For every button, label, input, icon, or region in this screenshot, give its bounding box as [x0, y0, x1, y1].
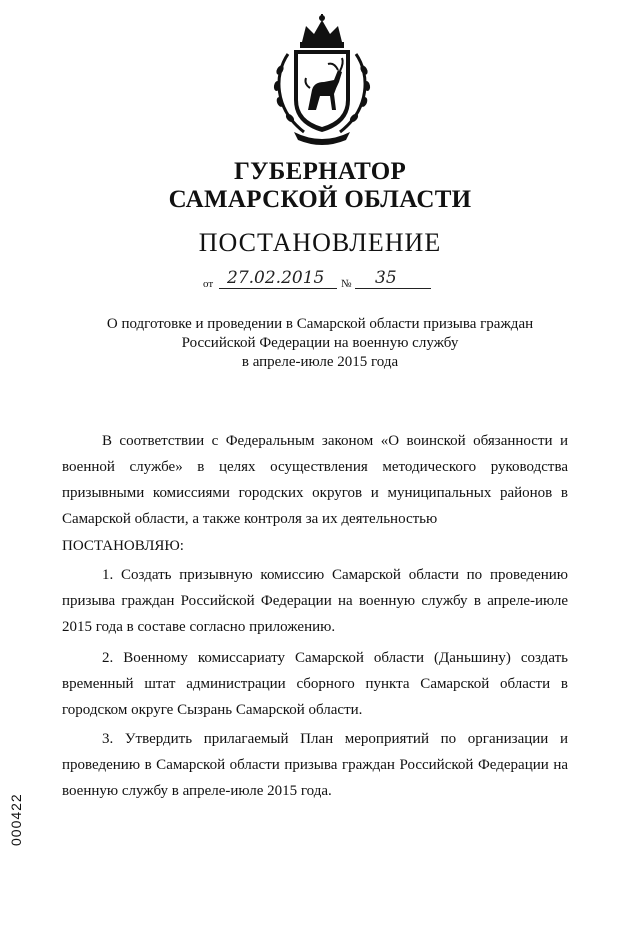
margin-serial-number: 000422	[8, 793, 24, 846]
number-prefix: №	[341, 278, 352, 290]
decree-item-2: 2. Военному комиссариату Самарской области (Даньшину) создать временный штат администрации сборного пункта Самарской области в городском округе Сызрань Самарской области.	[62, 650, 568, 718]
decree-item-1: 1. Создать призывную комиссию Самарской области по проведению призыва граждан Российской Федерации на военную службу в апреле-июле 2015 года в составе согласно приложению.	[62, 567, 568, 635]
authority-title-line1: ГУБЕРНАТОР	[233, 158, 407, 185]
subject-line: Российской Федерации на военную службу	[181, 335, 459, 351]
registration-line	[203, 270, 433, 294]
handwritten-number: 35	[375, 268, 397, 288]
number-underline	[355, 288, 431, 289]
handwritten-date: 27.02.2015	[227, 268, 325, 288]
subject-line: в апреле-июле 2015 года	[241, 354, 399, 370]
document-subject	[60, 315, 580, 372]
document-type-title: ПОСТАНОВЛЕНИЕ	[198, 228, 442, 257]
decree-item-3: 3. Утвердить прилагаемый План мероприятий по организации и проведению в Самарской области призыва граждан Российской Федерации на военную службу в апреле-июле 2015 года.	[62, 731, 568, 799]
margin-serial-box	[8, 793, 28, 926]
samara-coat-of-arms-emblem	[264, 14, 380, 146]
date-underline	[219, 288, 337, 289]
preamble-paragraph: В соответствии с Федеральным законом «О воинской обязанности и военной службе» в целях осуществления методического руководства призывными комиссиями городских округов и муниципальных районов в Самарской области, а также контроля за их деятельностью	[62, 433, 568, 527]
subject-line: О подготовке и проведении в Самарской области призыва граждан	[106, 316, 534, 332]
date-prefix: от	[203, 278, 214, 290]
authority-title-line2: САМАРСКОЙ ОБЛАСТИ	[168, 186, 472, 213]
decree-word: ПОСТАНОВЛЯЮ:	[62, 538, 184, 554]
